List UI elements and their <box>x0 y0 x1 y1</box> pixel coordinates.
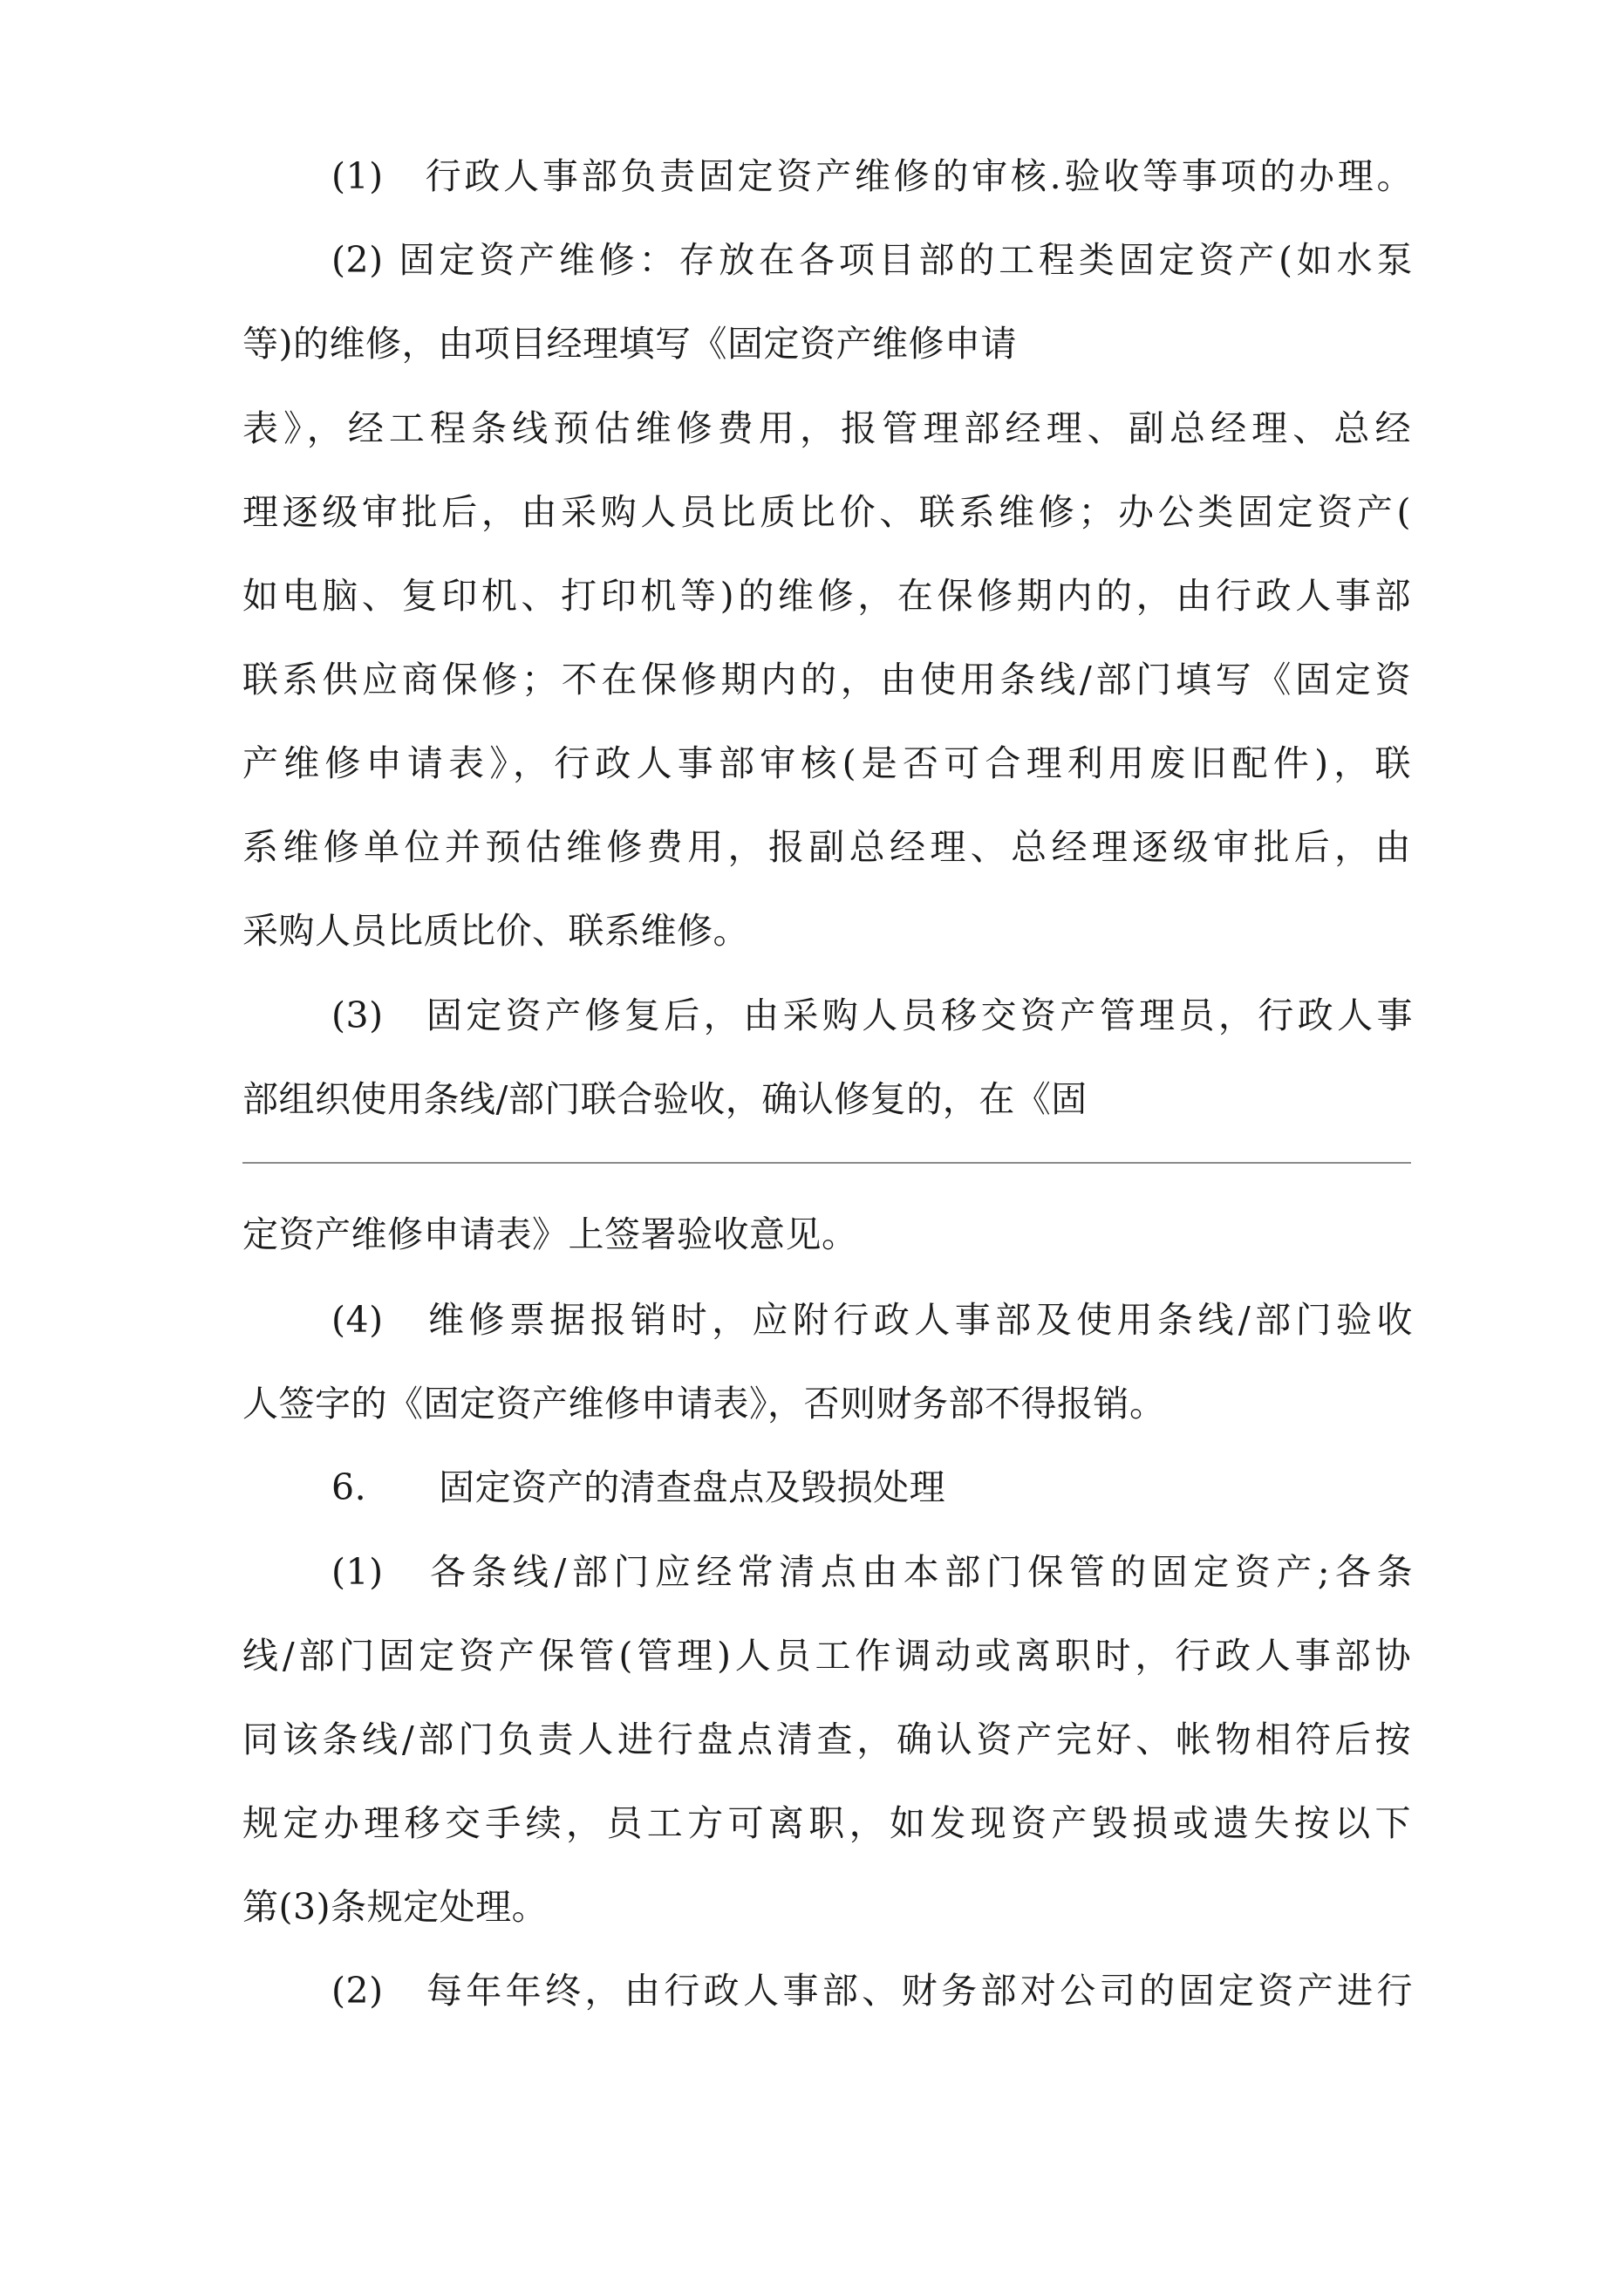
paragraph-line: 系维修单位并预估维修费用，报副总经理、总经理逐级审批后，由 <box>242 826 1411 868</box>
paragraph-line: 等)的维修，由项目经理填写《固定资产维修申请 <box>242 323 1017 365</box>
paragraph-line: 同该条线/部门负责人进行盘点清查，确认资产完好、帐物相符后按 <box>242 1719 1411 1760</box>
paragraph-line: 定资产维修申请表》上签署验收意见。 <box>242 1213 858 1255</box>
paragraph-line: 理逐级审批后，由采购人员比质比价、联系维修；办公类固定资产( <box>242 491 1411 533</box>
paragraph-line: 产维修申请表》，行政人事部审核(是否可合理利用废旧配件)，联 <box>242 742 1411 784</box>
paragraph-line: 规定办理移交手续，员工方可离职，如发现资产毁损或遗失按以下 <box>242 1802 1411 1844</box>
paragraph-line: 人签字的《固定资产维修申请表》，否则财务部不得报销。 <box>242 1383 1166 1425</box>
paragraph-line: 联系供应商保修；不在保修期内的，由使用条线/部门填写《固定资 <box>242 659 1411 700</box>
horizontal-divider <box>242 1162 1411 1164</box>
paragraph-line: 如电脑、复印机、打印机等)的维修，在保修期内的，由行政人事部 <box>242 575 1411 617</box>
paragraph-line: 表》，经工程条线预估维修费用，报管理部经理、副总经理、总经 <box>242 407 1411 449</box>
section-heading: 6. 固定资产的清查盘点及毁损处理 <box>331 1466 946 1508</box>
paragraph-line: 采购人员比质比价、联系维修。 <box>242 910 749 952</box>
paragraph-line: 第(3)条规定处理。 <box>242 1886 549 1928</box>
paragraph-line: (1) 行政人事部负责固定资产维修的审核.验收等事项的办理。 <box>331 155 1413 197</box>
paragraph-line: (2) 固定资产维修：存放在各项目部的工程类固定资产(如水泵 <box>331 239 1413 281</box>
paragraph-line: 部组织使用条线/部门联合验收，确认修复的，在《固 <box>242 1078 1088 1120</box>
paragraph-line: (1) 各条线/部门应经常清点由本部门保管的固定资产;各条 <box>331 1551 1413 1593</box>
paragraph-line: 线/部门固定资产保管(管理)人员工作调动或离职时，行政人事部协 <box>242 1635 1411 1677</box>
paragraph-line: (4) 维修票据报销时，应附行政人事部及使用条线/部门验收 <box>331 1299 1413 1341</box>
paragraph-line: (3) 固定资产修复后，由采购人员移交资产管理员，行政人事 <box>331 994 1413 1036</box>
paragraph-line: (2) 每年年终，由行政人事部、财务部对公司的固定资产进行 <box>331 1970 1413 2012</box>
